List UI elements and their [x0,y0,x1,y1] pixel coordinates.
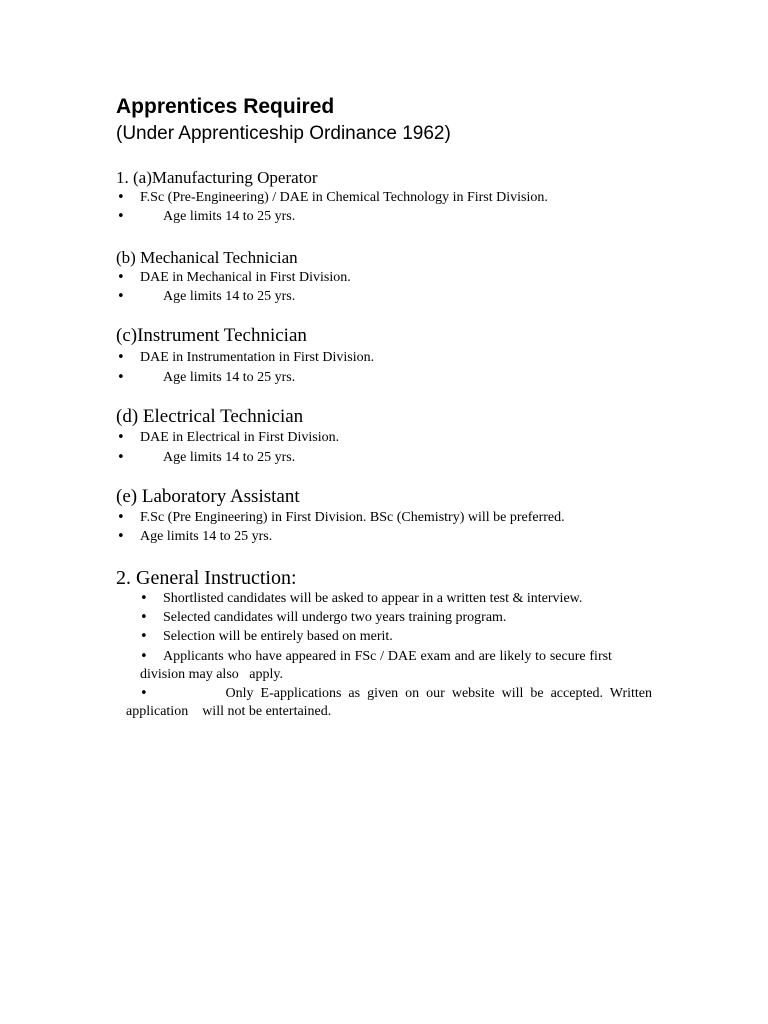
list-item: Applicants who have appeared in FSc / DAE exam and are likely to secure first [163,649,612,664]
list-item: Selection will be entirely based on merit. [163,629,393,644]
bullet: • [117,370,125,385]
list-item: DAE in Mechanical in First Division. [140,270,351,285]
list-item: Age limits 14 to 25 yrs. [163,450,296,465]
bullet: • [117,350,125,365]
bullet: • [117,510,125,525]
bullet: • [140,629,148,644]
section-heading-general-instruction: 2. General Instruction: [116,567,297,589]
bullet: • [140,686,148,701]
list-item: Age limits 14 to 25 yrs. [163,209,296,224]
list-item: F.Sc (Pre Engineering) in First Division. BSc (Chemistry) will be preferred. [140,510,565,525]
list-item: DAE in Electrical in First Division. [140,430,340,445]
section-heading-manufacturing-operator: 1. (a)Manufacturing Operator [116,168,318,187]
list-item: Age limits 14 to 25 yrs. [163,289,296,304]
list-item-continuation: division may also apply. [140,667,283,682]
bullet: • [140,649,148,664]
section-heading-electrical-technician: (d) Electrical Technician [116,406,304,427]
list-item: DAE in Instrumentation in First Division. [140,350,375,365]
bullet: • [117,289,125,304]
bullet: • [140,610,148,625]
list-item: Only E-applications as given on our website will be accepted. Written [225,686,652,701]
bullet: • [117,270,125,285]
list-item: Age limits 14 to 25 yrs. [140,529,273,544]
list-item: Selected candidates will undergo two years training program. [163,610,507,625]
bullet: • [117,209,125,224]
list-item: Shortlisted candidates will be asked to appear in a written test & interview. [163,591,583,606]
page-subtitle: (Under Apprenticeship Ordinance 1962) [116,123,451,144]
list-item-continuation: application will not be entertained. [126,704,332,719]
bullet: • [117,190,125,205]
section-heading-instrument-technician: (c)Instrument Technician [116,325,307,346]
bullet: • [117,430,125,445]
list-item: F.Sc (Pre-Engineering) / DAE in Chemical Technology in First Division. [140,190,548,205]
bullet: • [117,450,125,465]
section-heading-laboratory-assistant: (e) Laboratory Assistant [116,486,300,507]
bullet: • [117,529,125,544]
section-heading-mechanical-technician: (b) Mechanical Technician [116,248,298,267]
page-title: Apprentices Required [116,95,335,118]
bullet: • [140,591,148,606]
list-item: Age limits 14 to 25 yrs. [163,370,296,385]
